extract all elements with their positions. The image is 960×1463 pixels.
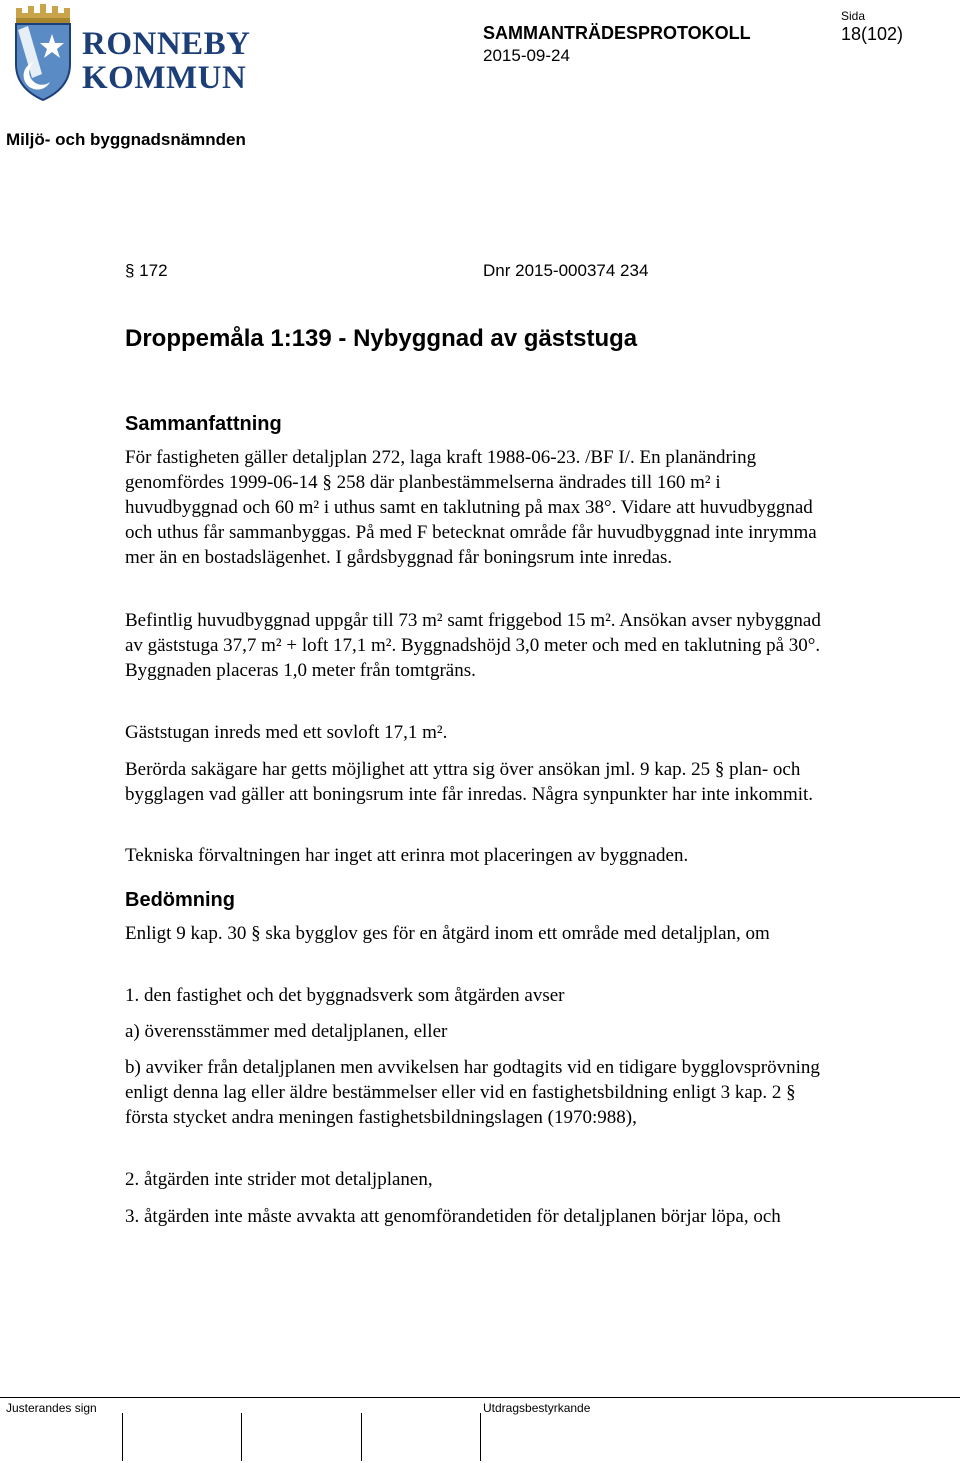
assessment-heading: Bedömning	[125, 889, 235, 911]
case-number: Dnr 2015-000374 234	[483, 261, 649, 280]
summary-paragraph: Befintlig huvudbyggnad uppgår till 73 m² samt friggebod 15 m². Ansökan avser nybyggnad av gäststuga 37,7 m² + loft 17,1 m². Byggnadshöjd 3,0 meter och med en taklutning på 30°. Byggnaden placeras 1,0 meter från tomtgräns.	[125, 610, 821, 681]
certification-label: Utdragsbestyrkande	[483, 1401, 591, 1415]
assessment-paragraph: a) överensstämmer med detaljplanen, eller	[125, 1021, 448, 1042]
summary-paragraph: För fastigheten gäller detaljplan 272, laga kraft 1988-06-23. /BF I/. En planändring genomfördes 1999-06-14 § 258 där planbestämmelserna ändrades till 160 m² i huvudbyggnad och 60 m² i uthus samt en taklutning på max 38°. Vidare att huvudbyggnad och uthus får sammanbyggas. På med F betecknat område får huvudbyggnad inte inrymma mer än en bostadslägenhet. I gårdsbyggnad får boningsrum inte inredas.	[125, 447, 817, 568]
paragraph-number: § 172	[125, 261, 168, 280]
municipality-crest-logo	[12, 4, 74, 102]
assessment-paragraph: 2. åtgärden inte strider mot detaljplanen,	[125, 1169, 433, 1190]
summary-heading: Sammanfattning	[125, 413, 282, 435]
summary-paragraph: Berörda sakägare har getts möjlighet att yttra sig över ansökan jml. 9 kap. 25 § plan- och bygglagen vad gäller att boningsrum inte får inredas. Några synpunkter har inte inkommit.	[125, 759, 814, 805]
signature-box-divider	[361, 1413, 362, 1461]
signature-label: Justerandes sign	[6, 1401, 97, 1415]
assessment-paragraph: 3. åtgärden inte måste avvakta att genomförandetiden för detaljplanen börjar löpa, och	[125, 1206, 781, 1227]
signature-box-divider	[480, 1413, 481, 1461]
footer-divider	[0, 1397, 960, 1398]
summary-paragraph: Tekniska förvaltningen har inget att erinra mot placeringen av byggnaden.	[125, 845, 689, 866]
committee-name: Miljö- och byggnadsnämnden	[6, 130, 246, 149]
logo-text-ronneby: RONNEBY	[82, 26, 251, 62]
summary-paragraph: Gäststugan inreds med ett sovloft 17,1 m².	[125, 722, 448, 743]
meeting-date: 2015-09-24	[483, 46, 570, 65]
logo-text-kommun: KOMMUN	[82, 60, 247, 96]
assessment-paragraph: Enligt 9 kap. 30 § ska bygglov ges för en åtgärd inom ett område med detaljplan, om	[125, 923, 770, 944]
case-title: Droppemåla 1:139 - Nybyggnad av gäststuga	[125, 325, 638, 352]
signature-box-divider	[241, 1413, 242, 1461]
page-label: Sida	[841, 9, 866, 23]
assessment-paragraph: b) avviker från detaljplanen men avvikelsen har godtagits vid en tidigare bygglovsprövning enligt denna lag eller äldre bestämmelser eller vid en fastighetsbildning enligt 3 kap. 2 § första stycket andra meningen fastighetsbildningslagen (1970:988),	[125, 1057, 820, 1128]
document-title: SAMMANTRÄDESPROTOKOLL	[483, 23, 751, 43]
page-number: 18(102)	[841, 24, 904, 44]
signature-box-divider	[122, 1413, 123, 1461]
assessment-paragraph: 1. den fastighet och det byggnadsverk som åtgärden avser	[125, 985, 565, 1006]
